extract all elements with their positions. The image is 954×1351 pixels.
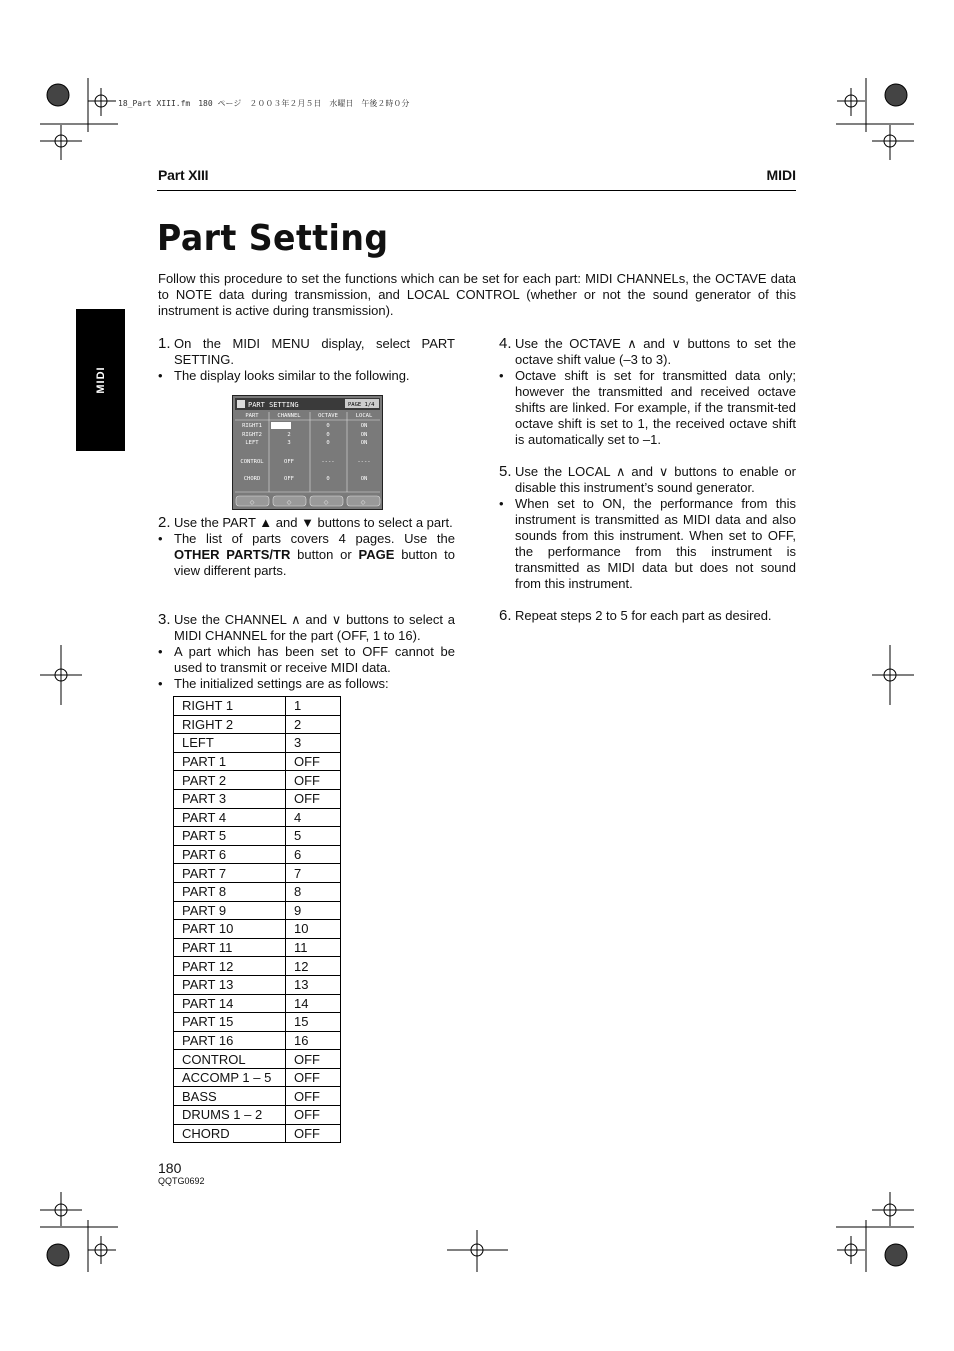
step-number: 2. (158, 514, 171, 531)
part-name-cell: PART 3 (174, 789, 286, 808)
part-name-cell: PART 12 (174, 957, 286, 976)
print-header: 18_Part XIII.fm 180 ページ ２００３年２月５日 水曜日 午後２時０分 (118, 99, 410, 108)
lcd-cell: RIGHT1 (242, 423, 262, 429)
svg-text:◇: ◇ (323, 500, 329, 506)
table-row (174, 1031, 341, 1050)
section-name: MIDI (766, 167, 796, 183)
table-row (174, 957, 341, 976)
page-title: Part Setting (157, 218, 389, 259)
step-text: Use the PART ▲ and ▼ buttons to select a part. (174, 515, 453, 530)
part-name-cell: CHORD (174, 1124, 286, 1143)
part-name-cell: PART 2 (174, 771, 286, 790)
step-bullet: Octave shift is set for transmitted data only; however the transmitted and received octave shifts are linked. For example, if the transmit-ted octave shift is set to 1, the received octave shift is automatically set to –1. (515, 368, 796, 447)
table-row (174, 994, 341, 1013)
lcd-header: PART (245, 413, 259, 419)
lcd-cell: CONTROL (240, 459, 264, 465)
model-code: QQTG0692 (158, 1176, 205, 1186)
bullet-dot: • (158, 368, 163, 383)
channel-cell: 16 (286, 1031, 341, 1050)
table-row (174, 715, 341, 734)
part-name-cell: BASS (174, 1087, 286, 1106)
table-row (174, 1124, 341, 1143)
down-triangle-icon: ▼ (301, 515, 314, 530)
step-number: 4. (499, 335, 512, 352)
table-row (174, 1106, 341, 1125)
lcd-cell: 3 (287, 440, 291, 446)
part-name-cell: PART 14 (174, 994, 286, 1013)
part-name-cell: PART 7 (174, 864, 286, 883)
channel-cell: OFF (286, 752, 341, 771)
part-name-cell: PART 5 (174, 827, 286, 846)
channel-cell: 12 (286, 957, 341, 976)
table-row (174, 975, 341, 994)
channel-cell: 6 (286, 845, 341, 864)
step-bullet: The initialized settings are as follows: (174, 676, 389, 691)
channel-cell: OFF (286, 771, 341, 790)
part-name-cell: PART 10 (174, 920, 286, 939)
step-number: 3. (158, 611, 171, 628)
step-text: On the MIDI MENU display, select PART SETTING. (174, 336, 455, 367)
step-number: 5. (499, 463, 512, 480)
channel-cell: 9 (286, 901, 341, 920)
part-name-cell: RIGHT 1 (174, 697, 286, 716)
channel-cell: 4 (286, 808, 341, 827)
table-row (174, 789, 341, 808)
step-4: 4. Use the OCTAVE ∧ and ∨ buttons to set the octave shift value (–3 to 3). • Octave shift is set for transmitted data only; however the transmitted and received octave shifts are linked. For example, if the transmit-ted octave shift is set to 1, the received octave shift is automatically set to –1. (499, 335, 796, 447)
table-row (174, 1087, 341, 1106)
part-name-cell: DRUMS 1 – 2 (174, 1106, 286, 1125)
lcd-cell: 2 (287, 432, 291, 438)
part-name-cell: PART 1 (174, 752, 286, 771)
lcd-cell: LEFT (245, 440, 259, 446)
lcd-header: OCTAVE (318, 413, 338, 419)
lcd-header: LOCAL (355, 413, 373, 419)
channel-cell: 13 (286, 975, 341, 994)
channel-cell: OFF (286, 789, 341, 808)
table-row (174, 1050, 341, 1069)
table-row (174, 808, 341, 827)
channel-cell: 1 (286, 697, 341, 716)
table-row (174, 697, 341, 716)
channel-cell: OFF (286, 1106, 341, 1125)
step-6 (499, 608, 796, 624)
table-row (174, 752, 341, 771)
lcd-cell: ---- (357, 459, 371, 465)
init-settings-table (173, 696, 341, 1143)
channel-cell: 10 (286, 920, 341, 939)
table-row (174, 734, 341, 753)
channel-cell: OFF (286, 1050, 341, 1069)
lcd-cell: 0 (326, 476, 330, 482)
lcd-cell: 0 (326, 423, 330, 429)
part-name-cell: PART 11 (174, 938, 286, 957)
table-row (174, 938, 341, 957)
table-row (174, 1013, 341, 1032)
lcd-cell: OFF (284, 459, 294, 465)
part-name-cell: PART 16 (174, 1031, 286, 1050)
lcd-cell: 0 (326, 432, 330, 438)
part-name-cell: RIGHT 2 (174, 715, 286, 734)
table-row (174, 882, 341, 901)
step-3: 3. Use the CHANNEL ∧ and ∨ buttons to select a MIDI CHANNEL for the part (OFF, 1 to 16). • A part which has been set to OFF cannot be used to transmit or receive MIDI data. • The initialized settings are as follows: (158, 611, 455, 691)
channel-cell: 3 (286, 734, 341, 753)
lcd-cell: 0 (326, 440, 330, 446)
svg-text:◇: ◇ (249, 500, 255, 506)
header-rule (157, 190, 796, 191)
part-name-cell: CONTROL (174, 1050, 286, 1069)
side-tab-label: MIDI (94, 366, 107, 394)
table-row (174, 920, 341, 939)
page-number: 180 (158, 1160, 182, 1176)
part-name-cell: PART 9 (174, 901, 286, 920)
table-row (174, 771, 341, 790)
step-text: Repeat steps 2 to 5 for each part as desired. (515, 608, 772, 623)
side-tab (76, 309, 125, 451)
init-settings-table-wrap (173, 696, 341, 1143)
lcd-title: PART SETTING (248, 401, 299, 409)
table-row (174, 901, 341, 920)
part-name-cell: PART 15 (174, 1013, 286, 1032)
channel-cell: OFF (286, 1087, 341, 1106)
step-text: Use the CHANNEL ∧ and ∨ buttons to select a MIDI CHANNEL for the part (OFF, 1 to 16). (174, 612, 455, 643)
channel-cell: OFF (286, 1068, 341, 1087)
part-name-cell: ACCOMP 1 – 5 (174, 1068, 286, 1087)
lcd-cell: ON (360, 476, 368, 482)
lcd-screen (233, 396, 382, 509)
lcd-cell: ON (360, 440, 368, 446)
step-text: Use the OCTAVE ∧ and ∨ buttons to set the octave shift value (–3 to 3). (515, 336, 796, 367)
lcd-cell: ON (360, 432, 368, 438)
channel-cell: 14 (286, 994, 341, 1013)
step-1 (158, 336, 455, 384)
up-triangle-icon: ▲ (259, 515, 273, 530)
channel-cell: 2 (286, 715, 341, 734)
lcd-cell: CHORD (243, 476, 261, 482)
part-name-cell: PART 13 (174, 975, 286, 994)
table-row (174, 827, 341, 846)
lcd-cell: RIGHT2 (242, 432, 262, 438)
channel-cell: 11 (286, 938, 341, 957)
table-row (174, 845, 341, 864)
lcd-page: PAGE 1/4 (348, 402, 375, 408)
channel-cell: 5 (286, 827, 341, 846)
step-bullet: The display looks similar to the following. (174, 368, 410, 383)
section-part: Part XIII (158, 167, 209, 183)
channel-cell: OFF (286, 1124, 341, 1143)
table-row (174, 1068, 341, 1087)
step-bullet: The list of parts covers 4 pages. Use the OTHER PARTS/TR button or PAGE button to view different parts. (174, 531, 455, 578)
step-bullet: A part which has been set to OFF cannot be used to transmit or receive MIDI data. (174, 644, 455, 675)
svg-text:◇: ◇ (360, 500, 366, 506)
channel-cell: 8 (286, 882, 341, 901)
channel-cell: 15 (286, 1013, 341, 1032)
lcd-cell: ON (360, 423, 368, 429)
step-text: Use the LOCAL ∧ and ∨ buttons to enable or disable this instrument’s sound generator. (515, 464, 796, 495)
part-name-cell: LEFT (174, 734, 286, 753)
intro-paragraph: Follow this procedure to set the functions which can be set for each part: MIDI CHANNELs, the OCTAVE data to NOTE data during transmission, and LOCAL CONTROL (whether or not the sound generator of this instrument is active during transmission). (158, 271, 796, 318)
svg-text:◇: ◇ (286, 500, 292, 506)
table-row (174, 864, 341, 883)
part-name-cell: PART 8 (174, 882, 286, 901)
lcd-header: CHANNEL (277, 413, 301, 419)
lcd-cell: OFF (284, 476, 294, 482)
step-5: 5. Use the LOCAL ∧ and ∨ buttons to enable or disable this instrument’s sound generator. • When set to ON, the performance from this instrument is transmitted as MIDI data and also sounds from this instrument. When set to OFF, the performance from this instrument is transmitted as MIDI data but does not sound from this instrument. (499, 463, 796, 591)
step-number: 1. (158, 335, 171, 352)
lcd-display (232, 395, 383, 510)
step-number: 6. (499, 607, 512, 624)
step-2: 2. Use the PART ▲ and ▼ buttons to select a part. • The list of parts covers 4 pages. Use the OTHER PARTS/TR button or PAGE button to view different parts. (158, 514, 455, 578)
channel-cell: 7 (286, 864, 341, 883)
step-bullet: When set to ON, the performance from this instrument is transmitted as MIDI data and also sounds from this instrument. When set to OFF, the performance from this instrument is transmitted as MIDI data but does not sound from this instrument. (515, 496, 796, 591)
part-name-cell: PART 4 (174, 808, 286, 827)
part-name-cell: PART 6 (174, 845, 286, 864)
lcd-cell: ---- (321, 459, 335, 465)
